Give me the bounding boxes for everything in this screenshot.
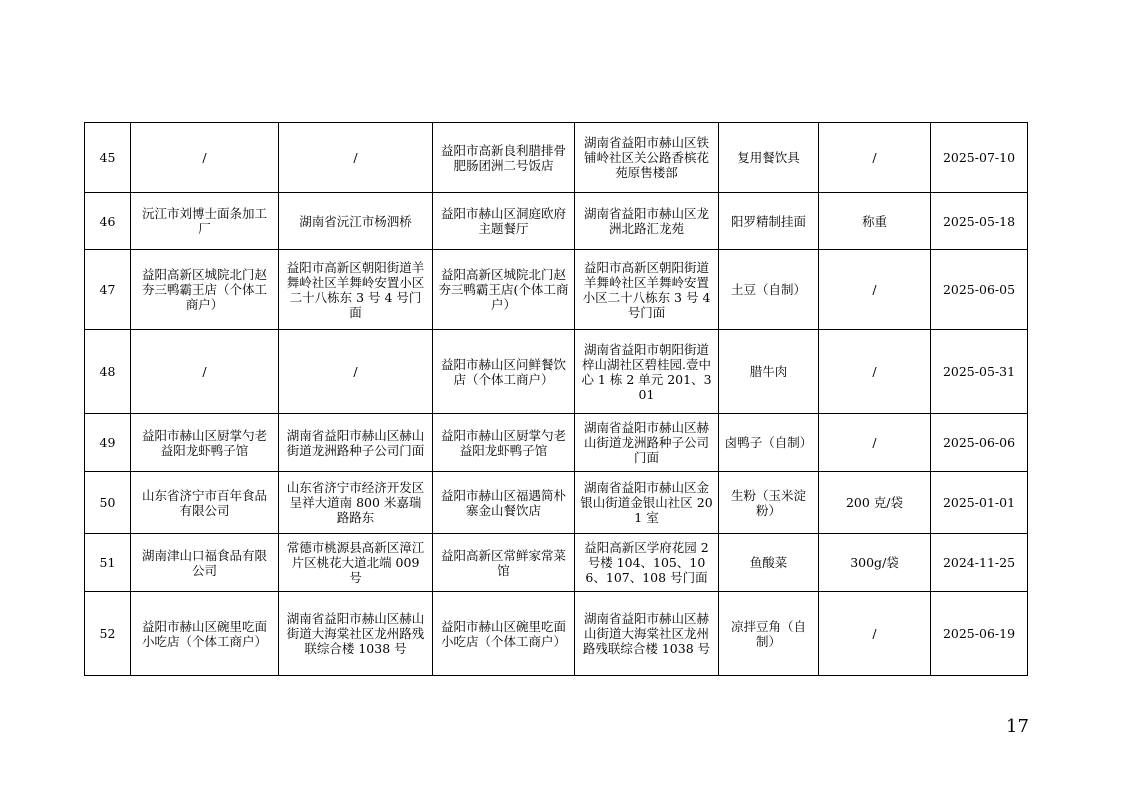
seller-name-cell: 益阳市赫山区洞庭欧府主题餐厅: [433, 193, 575, 250]
row-number-cell: 46: [85, 193, 131, 250]
producer-address-cell: 益阳市高新区朝阳街道羊舞岭社区羊舞岭安置小区二十八栋东 3 号 4 号门面: [279, 250, 433, 330]
producer-name-cell: 益阳高新区城院北门赵夯三鸭霸王店（个体工商户）: [131, 250, 279, 330]
product-name-cell: 鱼酸菜: [719, 534, 819, 592]
seller-address-cell: 湖南省益阳市赫山区金银山街道金银山社区 201 室: [575, 472, 719, 534]
row-number-cell: 52: [85, 592, 131, 676]
producer-address-cell: 湖南省益阳市赫山区赫山街道大海棠社区龙州路残联综合楼 1038 号: [279, 592, 433, 676]
row-number-cell: 49: [85, 414, 131, 472]
seller-address-cell: 益阳高新区学府花园 2 号楼 104、105、106、107、108 号门面: [575, 534, 719, 592]
product-name-cell: 复用餐饮具: [719, 123, 819, 193]
seller-name-cell: 益阳市赫山区问鲜餐饮店（个体工商户）: [433, 330, 575, 414]
table-row: [85, 193, 1028, 250]
table-body: [85, 123, 1028, 676]
row-number-cell: 45: [85, 123, 131, 193]
producer-name-cell: 山东省济宁市百年食品有限公司: [131, 472, 279, 534]
date-cell: 2025-01-01: [931, 472, 1028, 534]
table-row: [85, 123, 1028, 193]
table-row: [85, 592, 1028, 676]
seller-name-cell: 益阳高新区常鲜家常菜馆: [433, 534, 575, 592]
product-name-cell: 生粉（玉米淀粉）: [719, 472, 819, 534]
seller-address-cell: 湖南省益阳市朝阳街道梓山湖社区碧桂园.壹中心 1 栋 2 单元 201、301: [575, 330, 719, 414]
row-number-cell: 50: [85, 472, 131, 534]
producer-address-cell: /: [279, 330, 433, 414]
table-row: [85, 472, 1028, 534]
row-number-cell: 48: [85, 330, 131, 414]
producer-name-cell: 益阳市赫山区碗里吃面小吃店（个体工商户）: [131, 592, 279, 676]
producer-name-cell: /: [131, 123, 279, 193]
row-number-cell: 51: [85, 534, 131, 592]
page-number: 17: [1006, 716, 1029, 737]
spec-cell: /: [819, 414, 931, 472]
producer-name-cell: 湖南津山口福食品有限公司: [131, 534, 279, 592]
date-cell: 2025-05-18: [931, 193, 1028, 250]
producer-name-cell: 沅江市刘博士面条加工厂: [131, 193, 279, 250]
spec-cell: /: [819, 250, 931, 330]
date-cell: 2025-06-19: [931, 592, 1028, 676]
producer-address-cell: 湖南省沅江市杨泗桥: [279, 193, 433, 250]
seller-address-cell: 湖南省益阳市赫山区龙洲北路汇龙苑: [575, 193, 719, 250]
sampling-results-table: [84, 122, 1028, 676]
producer-name-cell: 益阳市赫山区厨掌勺老益阳龙虾鸭子馆: [131, 414, 279, 472]
seller-address-cell: 湖南省益阳市赫山区赫山街道龙洲路种子公司门面: [575, 414, 719, 472]
product-name-cell: 凉拌豆角（自制）: [719, 592, 819, 676]
seller-address-cell: 湖南省益阳市赫山区铁铺岭社区关公路香槟花苑原售楼部: [575, 123, 719, 193]
date-cell: 2025-06-05: [931, 250, 1028, 330]
table-row: [85, 534, 1028, 592]
seller-address-cell: 益阳市高新区朝阳街道羊舞岭社区羊舞岭安置小区二十八栋东 3 号 4 号门面: [575, 250, 719, 330]
date-cell: 2025-06-06: [931, 414, 1028, 472]
date-cell: 2024-11-25: [931, 534, 1028, 592]
seller-address-cell: 湖南省益阳市赫山区赫山街道大海棠社区龙州路残联综合楼 1038 号: [575, 592, 719, 676]
product-name-cell: 腊牛肉: [719, 330, 819, 414]
table-row: [85, 330, 1028, 414]
producer-address-cell: 常德市桃源县高新区漳江片区桃花大道北端 009 号: [279, 534, 433, 592]
producer-address-cell: 湖南省益阳市赫山区赫山街道龙洲路种子公司门面: [279, 414, 433, 472]
seller-name-cell: 益阳高新区城院北门赵夯三鸭霸王店(个体工商户）: [433, 250, 575, 330]
spec-cell: /: [819, 592, 931, 676]
table-row: [85, 414, 1028, 472]
seller-name-cell: 益阳市高新良利腊排骨肥肠团洲二号饭店: [433, 123, 575, 193]
date-cell: 2025-05-31: [931, 330, 1028, 414]
spec-cell: /: [819, 330, 931, 414]
product-name-cell: 卤鸭子（自制）: [719, 414, 819, 472]
table-row: [85, 250, 1028, 330]
producer-address-cell: 山东省济宁市经济开发区呈祥大道南 800 米嘉瑞路路东: [279, 472, 433, 534]
spec-cell: 300g/袋: [819, 534, 931, 592]
producer-name-cell: /: [131, 330, 279, 414]
seller-name-cell: 益阳市赫山区厨掌勺老益阳龙虾鸭子馆: [433, 414, 575, 472]
spec-cell: 200 克/袋: [819, 472, 931, 534]
date-cell: 2025-07-10: [931, 123, 1028, 193]
spec-cell: /: [819, 123, 931, 193]
row-number-cell: 47: [85, 250, 131, 330]
product-name-cell: 阳罗精制挂面: [719, 193, 819, 250]
product-name-cell: 土豆（自制）: [719, 250, 819, 330]
spec-cell: 称重: [819, 193, 931, 250]
producer-address-cell: /: [279, 123, 433, 193]
seller-name-cell: 益阳市赫山区碗里吃面小吃店（个体工商户）: [433, 592, 575, 676]
seller-name-cell: 益阳市赫山区福遇简朴寨金山餐饮店: [433, 472, 575, 534]
